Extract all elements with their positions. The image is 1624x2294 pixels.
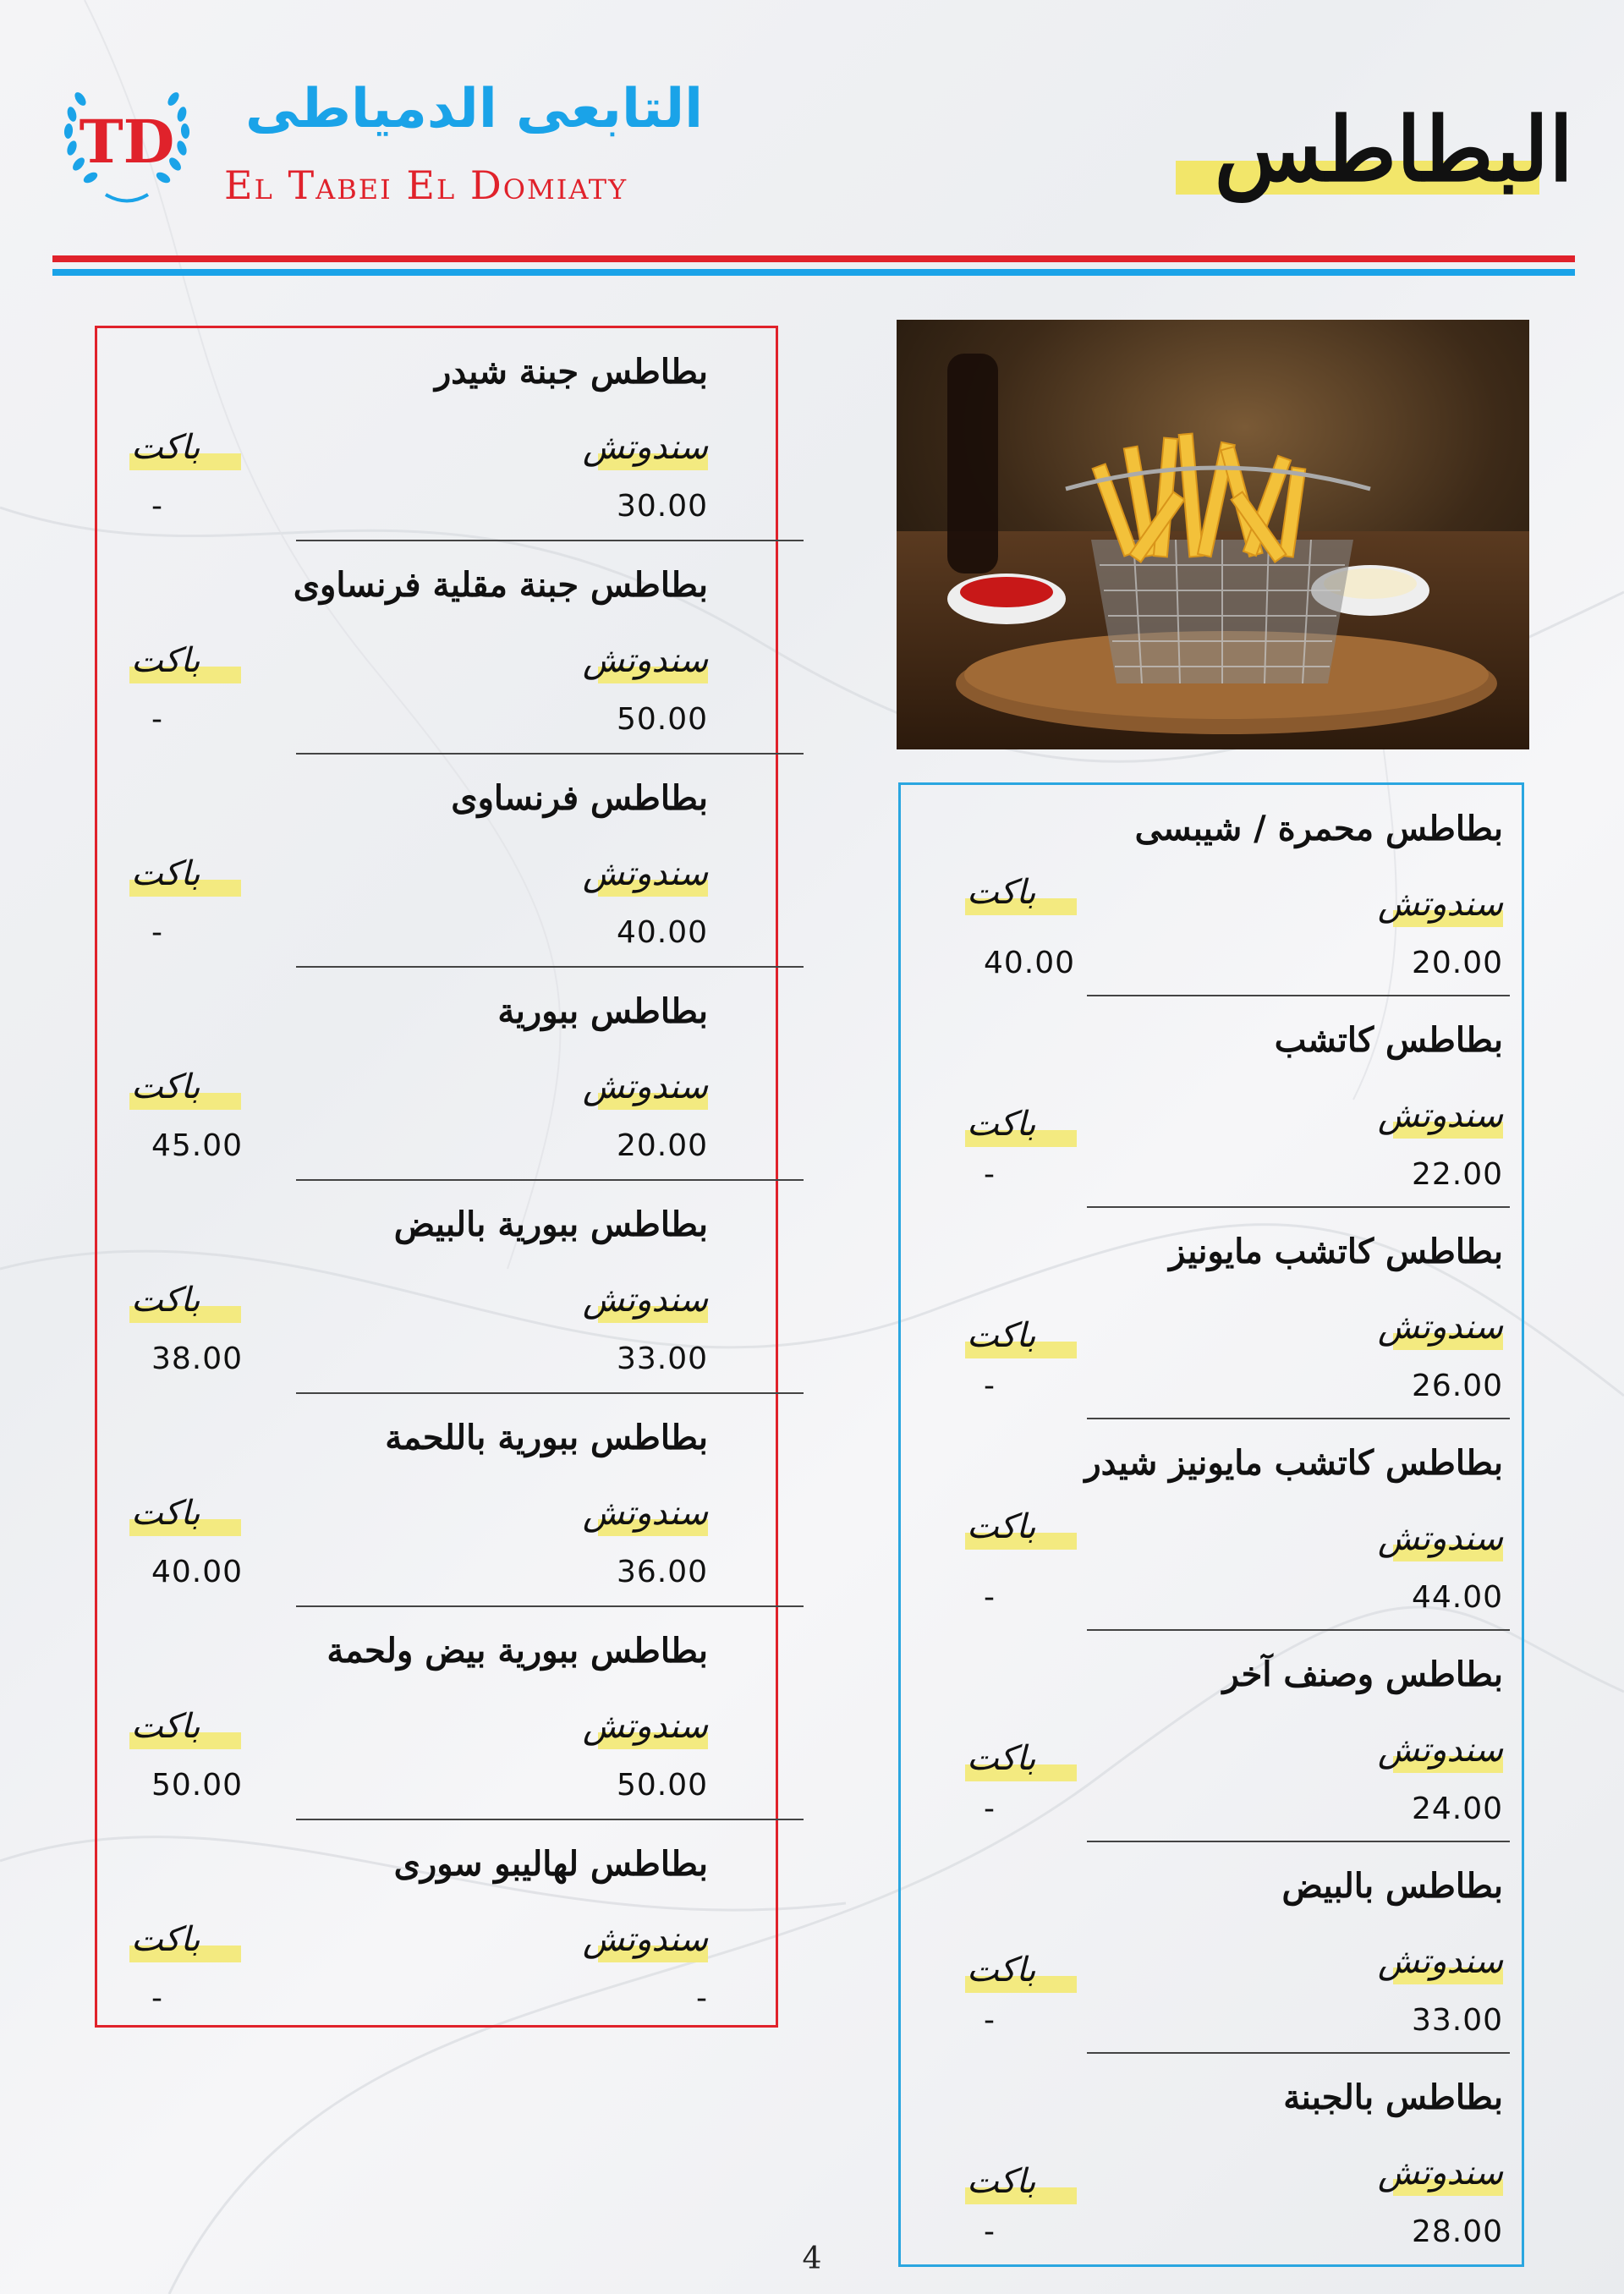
packet-label: باكت [967,1507,1036,1546]
packet-label: باكت [131,428,200,467]
sandwich-price: 50.00 [616,1768,708,1803]
page-number: 4 [802,2242,822,2276]
menu-item [97,1394,776,1607]
sandwich-price: 33.00 [616,1342,708,1376]
packet-price: 45.00 [151,1128,244,1163]
packet-label: باكت [131,1067,200,1106]
menu-item [901,996,1522,1208]
packet-label: باكت [131,1707,200,1746]
sandwich-label: سندوتش [1377,2154,1503,2192]
packet-label: باكت [967,2162,1036,2201]
packet-label: باكت [131,1494,200,1533]
item-name: بطاطس محمرة / شيبسى [1134,809,1503,848]
item-name: بطاطس وصنف آخر [1222,1655,1503,1694]
sandwich-price: 22.00 [1411,1157,1503,1192]
menu-item [97,541,776,755]
menu-item [901,1419,1522,1631]
item-name: بطاطس بالبيض [1281,1866,1503,1906]
logo-monogram: TD [79,107,175,177]
sandwich-price: 20.00 [616,1128,708,1163]
menu-item [901,1842,1522,2054]
packet-price: 40.00 [151,1555,244,1589]
header-rule-red [52,255,1575,262]
item-name: بطاطس كاتشب مايونيز [1169,1232,1503,1271]
packet-label: باكت [967,1739,1036,1778]
packet-label: باكت [131,641,200,680]
packet-price: - [984,2214,996,2249]
packet-price: - [151,489,163,524]
brand-name-arabic: التابعى الدمياطى [245,78,704,140]
sandwich-price: 40.00 [616,915,708,950]
sandwich-label: سندوتش [582,1067,708,1106]
packet-price: 40.00 [984,946,1076,980]
menu-item [901,2054,1522,2265]
packet-label: باكت [967,1951,1036,1989]
menu-item [901,1208,1522,1419]
sandwich-label: سندوتش [582,1707,708,1746]
menu-item [97,755,776,968]
sandwich-price: 30.00 [616,489,708,524]
packet-price: - [984,1369,996,1403]
sandwich-price: 20.00 [1411,946,1503,980]
item-name: بطاطس كاتشب [1274,1020,1503,1060]
sandwich-price: 44.00 [1411,1580,1503,1615]
packet-price: - [151,1981,163,2016]
menu-item [97,1181,776,1394]
brand-logo [47,68,207,211]
item-name: بطاطس جبنة شيدر [434,352,708,392]
sandwich-label: سندوتش [1377,1942,1503,1981]
item-name: بطاطس فرنساوى [451,778,708,818]
item-name: بطاطس ببورية بيض ولحمة [326,1631,708,1671]
sandwich-label: سندوتش [1377,1519,1503,1558]
sandwich-label: سندوتش [582,1494,708,1533]
item-name: بطاطس بالجبنة [1283,2077,1503,2117]
sandwich-label: سندوتش [582,428,708,467]
packet-label: باكت [967,1105,1036,1144]
brand-name-english: El Tabei El Domiaty [224,162,628,208]
item-name: بطاطس ببورية باللحمة [385,1418,708,1457]
header-rule-blue [52,269,1575,276]
item-name: بطاطس كاتشب مايونيز شيدر [1084,1443,1503,1483]
sandwich-label: سندوتش [582,854,708,893]
item-name: بطاطس لهاليبو سورى [393,1844,708,1884]
packet-label: باكت [131,1281,200,1320]
item-name: بطاطس ببورية [497,991,708,1031]
menu-item [97,968,776,1181]
menu-item [901,1631,1522,1842]
menu-item [97,1607,776,1820]
sandwich-label: سندوتش [1377,1731,1503,1770]
menu-box-left [95,326,778,2028]
sandwich-price: 24.00 [1411,1792,1503,1826]
sandwich-label: سندوتش [582,641,708,680]
sandwich-label: سندوتش [582,1281,708,1320]
menu-item [97,1820,776,2033]
packet-label: باكت [967,1316,1036,1355]
sandwich-label: سندوتش [1377,1096,1503,1135]
packet-price: 38.00 [151,1342,244,1376]
packet-price: - [984,1157,996,1192]
item-name: بطاطس ببورية بالبيض [393,1205,708,1244]
packet-price: - [151,702,163,737]
menu-item [901,785,1522,996]
sandwich-price: 50.00 [616,702,708,737]
page-title-block [1176,97,1573,207]
packet-price: - [984,2003,996,2038]
sandwich-price: 33.00 [1411,2003,1503,2038]
packet-label: باكت [131,1920,200,1959]
packet-price: - [984,1580,996,1615]
menu-item [97,328,776,541]
sandwich-price: 36.00 [616,1555,708,1589]
packet-price: - [984,1792,996,1826]
page-title: البطاطس [1214,97,1573,201]
item-name: بطاطس جبنة مقلية فرنساوى [293,565,708,605]
sandwich-label: سندوتش [1377,1308,1503,1347]
sandwich-label: سندوتش [582,1920,708,1959]
packet-price: - [151,915,163,950]
packet-label: باكت [131,854,200,893]
fries-basket-photo [897,320,1529,749]
sandwich-price: 28.00 [1411,2214,1503,2249]
sandwich-label: سندوتش [1377,885,1503,924]
sandwich-price: - [696,1981,708,2016]
sandwich-price: 26.00 [1411,1369,1503,1403]
packet-price: 50.00 [151,1768,244,1803]
menu-box-right [898,782,1524,2267]
packet-label: باكت [967,873,1036,912]
